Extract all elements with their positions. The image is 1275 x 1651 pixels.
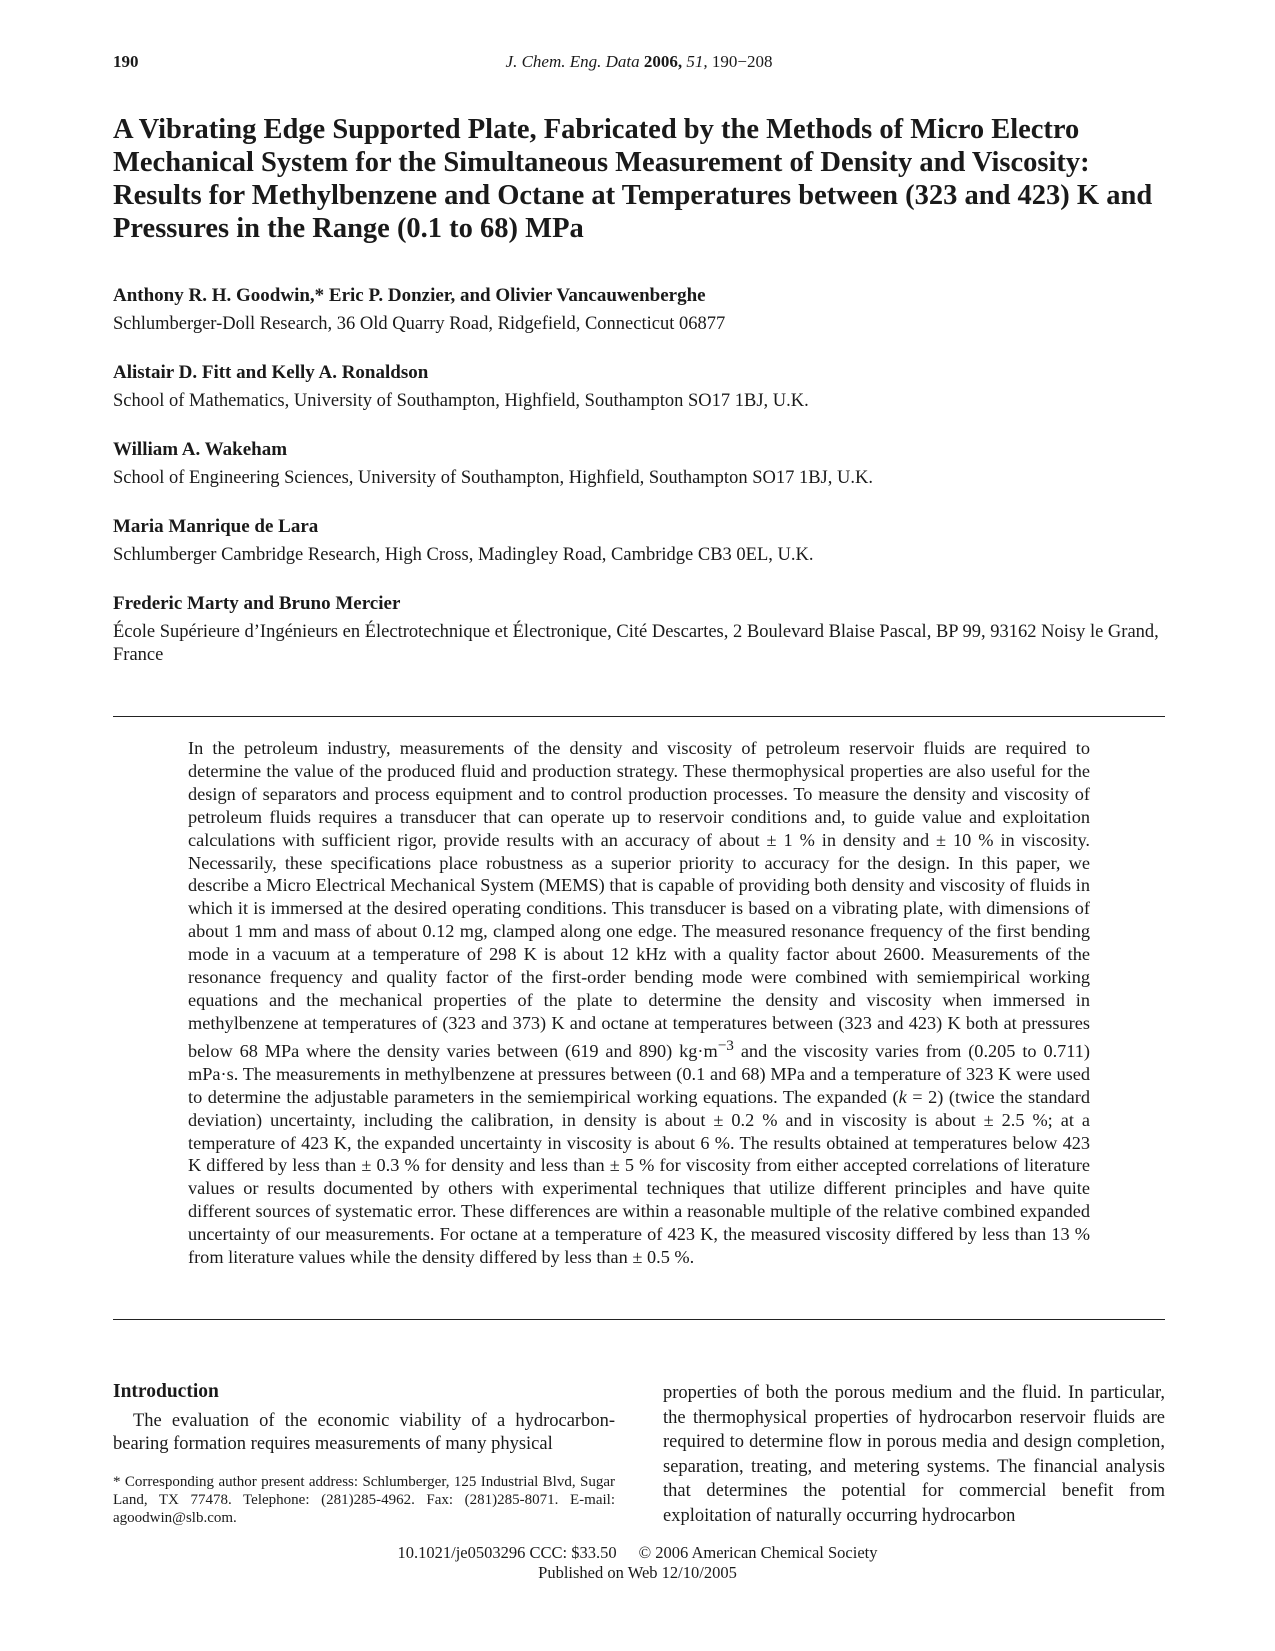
journal-pages: 190−208 [711, 52, 773, 71]
corresponding-author-footnote: * Corresponding author present address: Schlumberger, 125 Industrial Blvd, Sugar Land, TX 77478. Telephone: (281)285-4962. Fax: (281)285-8071. E-mail: agoodwin@slb.com. [113, 1474, 615, 1526]
affiliation-5: École Supérieure d’Ingénieurs en Électrotechnique et Électronique, Cité Descartes, 2 Boulevard Blaise Pascal, BP 99, 93162 Noisy le Grand, France [113, 622, 1159, 665]
footer-doi: 10.1021/je0503296 CCC: $33.50 [397, 1543, 617, 1562]
introduction-heading: Introduction [113, 1381, 219, 1402]
page-number: 190 [113, 52, 139, 71]
journal-year: 2006, [643, 52, 683, 71]
introduction-right-column: properties of both the porous medium and the fluid. In particular, the thermophysical properties of hydrocarbon reservoir fluids are required to determine flow in porous media and design completion, separation, treating, and metering systems. The financial analysis that determines the potential for commercial benefit from exploitation of naturally occurring hydrocarbon [663, 1383, 1165, 1526]
abstract-part-1: In the petroleum industry, measurements of the density and viscosity of petroleum reservoir fluids are required to determine the value of the produced fluid and production strategy. These thermophysical properties are also useful for the design of separators and process equipment and to control production processes. To measure the density and viscosity of petroleum fluids requires a transducer that can operate up to reservoir conditions and, to guide value and exploitation calculations with sufficient rigor, provide results with an accuracy of about ± 1 % in density and ± 10 % in viscosity. Necessarily, these specifications place robustness as a superior priority to accuracy for the design. In this paper, we describe a Micro Electrical Mechanical System (MEMS) that is capable of providing both density and viscosity of fluids in which it is immersed at the desired operating conditions. This transducer is based on a vibrating plate, with dimensions of about 1 mm and mass of about 0.12 mg, clamped along one edge. The measured resonance frequency of the first bending mode in a vacuum at a temperature of 298 K is about 12 kHz with a quality factor about 2600. Measurements of the resonance frequency and quality factor of the first-order bending mode were combined with semiempirical working equations and the mechanical properties of the plate to determine the density and viscosity when immersed in methylbenzene at temperatures of (323 and 373) K and octane at temperatures between (323 and 423) K both at pressures below 68 MPa where the density varies between (619 and 890) kg·m [188, 738, 1090, 1061]
abstract-part-2: and the viscosity varies from (0.205 to 0.711) mPa·s. The measurements in methylbenzene at pressures between (0.1 and 68) MPa and a temperature of 323 K were used to determine the adjustable parameters in the semiempirical working equations. The expanded ( [188, 1040, 1090, 1107]
abstract-superscript: −3 [717, 1036, 734, 1054]
abstract [188, 737, 1090, 1269]
introduction-left-column: The evaluation of the economic viability of a hydrocarbon-bearing formation requires measurements of many physical [113, 1411, 615, 1455]
journal-abbrev: J. Chem. Eng. Data [505, 52, 640, 71]
author-group-1: Anthony R. H. Goodwin,* Eric P. Donzier, and Olivier Vancauwenberghe [113, 285, 706, 306]
author-group-5: Frederic Marty and Bruno Mercier [113, 593, 401, 614]
affiliation-1: Schlumberger-Doll Research, 36 Old Quarry Road, Ridgefield, Connecticut 06877 [113, 314, 726, 334]
affiliation-2: School of Mathematics, University of Southampton, Highfield, Southampton SO17 1BJ, U.K. [113, 391, 809, 411]
author-group-3: William A. Wakeham [113, 439, 288, 460]
journal-volume: 51, [686, 52, 708, 71]
affiliation-3: School of Engineering Sciences, University of Southampton, Highfield, Southampton SO17 1BJ, U.K. [113, 468, 873, 488]
abstract-top-rule [113, 716, 1165, 717]
footer-published: Published on Web 12/10/2005 [538, 1563, 737, 1582]
abstract-k-symbol: k [898, 1086, 907, 1107]
abstract-bottom-rule [113, 1319, 1165, 1320]
journal-reference [113, 52, 1165, 72]
footer-copyright: © 2006 American Chemical Society [638, 1543, 878, 1562]
abstract-part-3: = 2) (twice the standard deviation) uncertainty, including the calibration, in density is about ± 0.2 % and in viscosity is about ± 2.5 %; at a temperature of 423 K, the expanded uncertainty in viscosity is about 6 %. The results obtained at temperatures below 423 K differed by less than ± 0.3 % for density and less than ± 5 % for viscosity from either accepted correlations of literature values or results documented by others with experimental techniques that utilize different principles and have quite different sources of systematic error. These differences are within a reasonable multiple of the relative combined expanded uncertainty of our measurements. For octane at a temperature of 423 K, the measured viscosity differed by less than 13 % from literature values while the density differed by less than ± 0.5 %. [188, 1086, 1090, 1268]
footer-doi-line [0, 1543, 1275, 1563]
affiliation-4: Schlumberger Cambridge Research, High Cross, Madingley Road, Cambridge CB3 0EL, U.K. [113, 545, 814, 565]
author-group-4: Maria Manrique de Lara [113, 516, 319, 537]
running-head [113, 52, 1165, 76]
author-group-2: Alistair D. Fitt and Kelly A. Ronaldson [113, 362, 429, 383]
article-title: A Vibrating Edge Supported Plate, Fabricated by the Methods of Micro Electro Mechanical System for the Simultaneous Measurement of Density and Viscosity: Results for Methylbenzene and Octane at Temperatures between (323 and 423) K and Pressures in the Range (0.1 to 68) MPa [113, 114, 1153, 244]
